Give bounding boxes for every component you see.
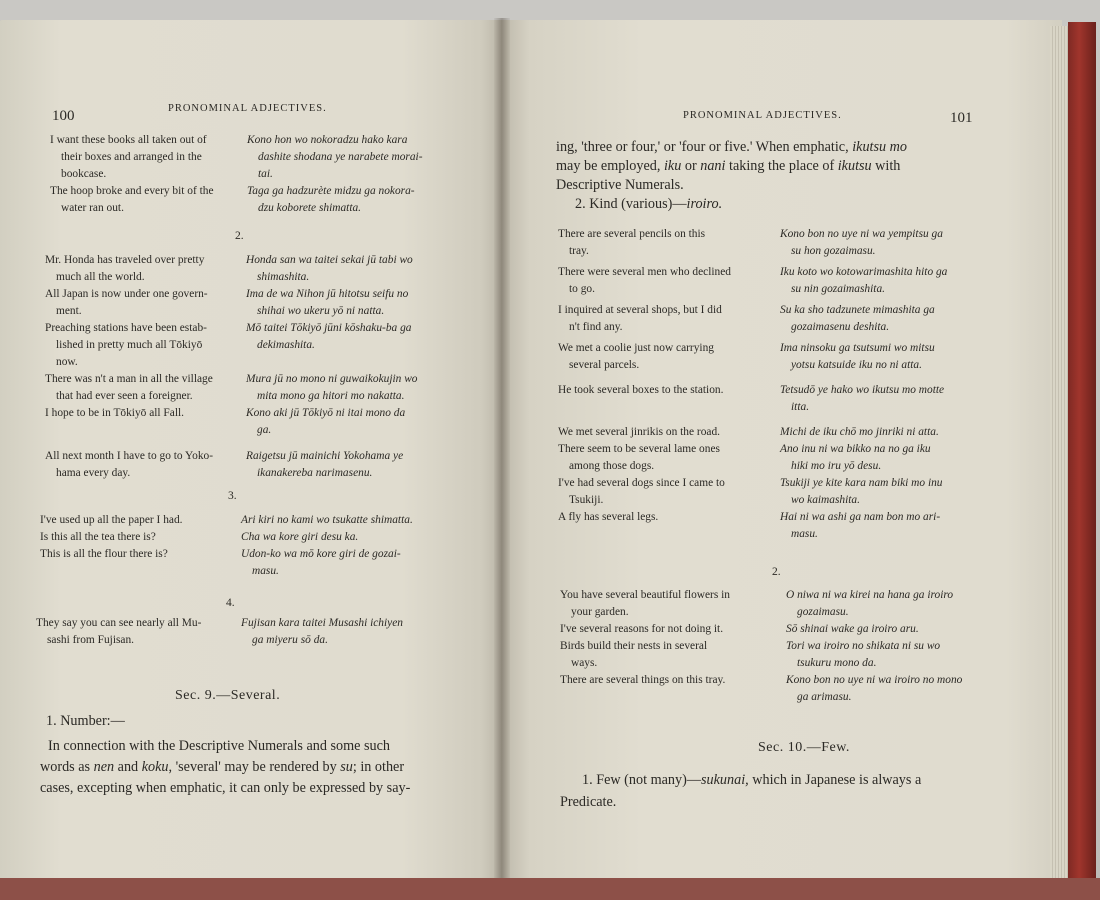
example-english: All next month I have to go to Yoko- [45,450,214,462]
example-japanese: Mō taitei Tōkiyō jūni kōshaku-ba ga [246,322,412,334]
example-japanese: Su ka sho tadzunete mimashita ga [780,304,935,316]
book-cover-bottom [0,878,1100,900]
example-english: Preaching stations have been estab- [45,322,207,334]
example-japanese: Taga ga hadzurète midzu ga nokora- [247,185,415,197]
example-english: to go. [569,283,595,295]
section-title: Sec. 10.—Few. [758,740,850,755]
example-english: ways. [571,657,598,669]
example-japanese: yotsu katsuide iku no ni atta. [791,359,922,371]
example-english: I hope to be in Tōkiyō all Fall. [45,407,184,419]
example-japanese: su nin gozaimashita. [791,283,885,295]
example-english: All Japan is now under one govern- [45,288,208,300]
example-english: their boxes and arranged in the [61,151,202,163]
example-japanese: Ari kiri no kami wo tsukatte shimatta. [241,514,413,526]
example-japanese: gozaimasu. [797,606,849,618]
example-english: much all the world. [56,271,145,283]
example-japanese: Kono aki jū Tōkiyō ni itai mono da [246,407,406,419]
paragraph-line: 1. Few (not many)—sukunai, which in Japanese is always a [582,772,922,788]
example-english: n't find any. [569,321,623,333]
example-japanese: Tori wa iroiro no shikata ni su wo [786,640,941,652]
example-english: Mr. Honda has traveled over pretty [45,254,205,266]
example-english: I've had several dogs since I came to [558,477,725,489]
example-japanese: Udon-ko wa mō kore giri de gozai- [241,548,401,560]
example-japanese: Tetsudō ye hako wo ikutsu mo motte [780,384,945,396]
running-header-left: PRONOMINAL ADJECTIVES. [168,103,327,114]
example-japanese: Michi de iku chō mo jinriki ni atta. [780,426,939,438]
example-japanese: Tsukiji ye kite kara nam biki mo inu [780,477,943,489]
example-japanese: dekimashita. [257,339,315,351]
example-japanese: Kono hon wo nokoradzu hako kara [247,134,408,146]
example-english: I inquired at several shops, but I did [558,304,722,316]
example-english: They say you can see nearly all Mu- [36,617,202,629]
paragraph-line: Descriptive Numerals. [556,177,684,193]
example-japanese: ikanakereba narimasenu. [257,467,373,479]
example-english: bookcase. [61,168,107,180]
example-japanese: Honda san wa taitei sekai jū tabi wo [246,254,413,266]
example-japanese: su hon gozaimasu. [791,245,876,257]
example-japanese: masu. [252,565,279,577]
subsection-heading: 1. Number:— [46,713,125,729]
example-japanese: tai. [258,168,273,180]
section-number: 3. [228,490,237,502]
example-english: sashi from Fujisan. [47,634,135,646]
example-japanese: hiki mo iru yō desu. [791,460,882,472]
example-english: tray. [569,245,589,257]
example-japanese: ga arimasu. [797,691,852,703]
example-english: Birds build their nests in several [560,640,708,652]
example-english: I want these books all taken out of [50,134,207,146]
example-english: There seem to be several lame ones [558,443,720,455]
example-japanese: Sō shinai wake ga iroiro aru. [786,623,919,635]
example-japanese: shimashita. [257,271,310,283]
example-english: There was n't a man in all the village [45,373,213,385]
paragraph-line: words as nen and koku, 'several' may be rendered by su; in other [40,759,405,775]
example-japanese: Iku koto wo kotowarimashita hito ga [780,266,948,278]
example-english: Tsukiji. [569,494,604,506]
example-japanese: wo kaimashita. [791,494,860,506]
example-japanese: ga miyeru sō da. [252,634,328,646]
running-header-right: PRONOMINAL ADJECTIVES. [683,110,842,121]
example-japanese: Ano inu ni wa bikko na no ga iku [780,443,931,455]
example-english: several parcels. [569,359,640,371]
paragraph-line: may be employed, iku or nani taking the place of ikutsu with [556,158,901,174]
book-gutter [494,18,510,892]
example-japanese: tsukuru mono da. [797,657,877,669]
page-number-right: 101 [950,110,973,126]
example-english: Is this all the tea there is? [40,531,156,543]
example-japanese: Cha wa kore giri desu ka. [241,531,359,543]
example-japanese: itta. [791,401,810,413]
example-japanese: Ima ninsoku ga tsutsumi wo mitsu [780,342,935,354]
example-english: I've used up all the paper I had. [40,514,183,526]
example-english: that had ever seen a foreigner. [56,390,193,402]
example-japanese: Kono bon no uye ni wa iroiro no mono [786,674,963,686]
paragraph-line: Predicate. [560,794,617,810]
example-japanese: Mura jū no mono ni guwaikokujin wo [246,373,418,385]
page-number-left: 100 [52,108,75,124]
example-japanese: masu. [791,528,818,540]
example-japanese: Kono bon no uye ni wa yempitsu ga [780,228,943,240]
paragraph-line: In connection with the Descriptive Numerals and some such [48,738,390,754]
example-japanese: shihai wo ukeru yō ni natta. [257,305,385,317]
example-english: lished in pretty much all Tōkiyō [56,339,203,351]
paragraph-line: ing, 'three or four,' or 'four or five.' When emphatic, ikutsu mo [556,139,907,155]
example-english: among those dogs. [569,460,655,472]
example-english: now. [56,356,78,368]
example-english: This is all the flour there is? [40,548,168,560]
example-japanese: Ima de wa Nihon jū hitotsu seifu no [246,288,409,300]
example-english: your garden. [571,606,629,618]
example-english: We met a coolie just now carrying [558,342,714,354]
example-english: I've several reasons for not doing it. [560,623,724,635]
section-title: Sec. 9.—Several. [175,688,281,703]
example-english: There are several things on this tray. [560,674,726,686]
section-number: 2. [772,566,781,578]
example-english: hama every day. [56,467,131,479]
example-japanese: Raigetsu jū mainichi Yokohama ye [246,450,404,462]
example-japanese: dzu koborete shimatta. [258,202,362,214]
example-japanese: Hai ni wa ashi ga nam bon mo ari- [780,511,941,523]
example-japanese: dashite shodana ye narabete morai- [258,151,423,163]
example-english: You have several beautiful flowers in [560,589,730,601]
example-english: There were several men who declined [558,266,731,278]
section-number: 4. [226,597,235,609]
subsection-heading: 2. Kind (various)—iroiro. [575,196,723,212]
example-english: water ran out. [61,202,124,214]
example-english: The hoop broke and every bit of the [50,185,214,197]
example-english: ment. [56,305,82,317]
example-english: He took several boxes to the station. [558,384,724,396]
example-japanese: mita mono ga hitori mo nakatta. [257,390,405,402]
example-japanese: Fujisan kara taitei Musashi ichiyen [241,617,403,629]
example-japanese: ga. [257,424,272,436]
example-english: We met several jinrikis on the road. [558,426,720,438]
example-english: There are several pencils on this [558,228,706,240]
example-japanese: gozaimasenu deshita. [791,321,890,333]
paragraph-line: cases, excepting when emphatic, it can only be expressed by say- [40,780,411,796]
book-cover-edge [1068,22,1096,880]
section-number: 2. [235,230,244,242]
example-japanese: O niwa ni wa kirei na hana ga iroiro [786,589,954,601]
example-english: A fly has several legs. [558,511,659,523]
